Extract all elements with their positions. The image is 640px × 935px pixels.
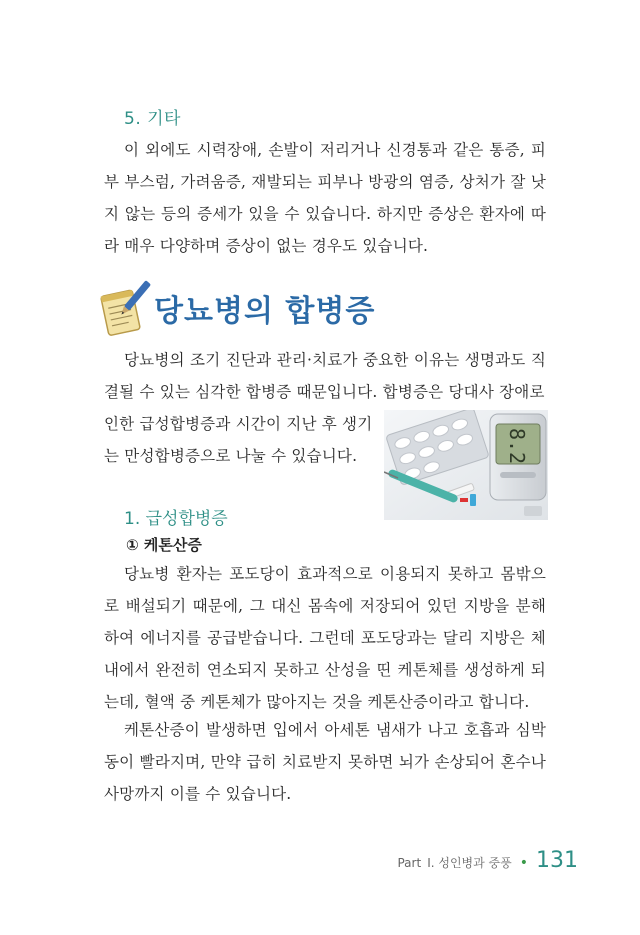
paragraph-ketoacidosis-symptoms: 케톤산증이 발생하면 입에서 아세톤 냄새가 나고 호흡과 심박동이 빨라지며, 만약 급히 치료받지 못하면 뇌가 손상되어 혼수나 사망까지 이를 수 있습니다. [104,721,546,803]
footer-chapter-label: Ⅰ. 성인병과 중풍 [427,856,512,870]
paragraph-ketoacidosis-cause: 당뇨병 환자는 포도당이 효과적으로 이용되지 못하고 몸밖으로 배설되기 때문에, 그 대신 몸속에 저장되어 있던 지방을 분해하여 에너지를 공급받습니다. 그런데 포도당과는 달리 지방은 체내에서 완전히 연소되지 못하고 산성을 띤 케톤체를 생성하게 되는데, 혈액 중 케톤체가 많아지는 것을 케톤산증이라고 합니다. [104,565,546,711]
chapter-title-row [96,278,556,338]
acute-complications-heading: 1. 급성합병증 [124,509,228,529]
paragraph-complications-intro: 당뇨병의 조기 진단과 관리·치료가 중요한 이유는 생명과도 직결될 수 있는 심각한 합병증 때문입니다. 합병증은 당대사 장애로 [104,351,546,401]
footer-bullet: • [519,855,528,871]
page-footer [397,848,578,873]
section-heading-other: 5. 기타 [124,109,181,129]
diabetes-supplies-photo [384,410,548,520]
page-number: 131 [536,848,578,873]
svg-text:8.2: 8.2 [505,427,529,465]
ketoacidosis-heading: ① 케톤산증 [126,536,202,554]
footer-part-label: Part [397,856,422,870]
paragraph-other-symptoms: 이 외에도 시력장애, 손발이 저리거나 신경통과 같은 통증, 피부 부스럼, 가려움증, 재발되는 피부나 방광의 염증, 상처가 잘 낫지 않는 등의 증세가 있을 수 있습니다. 하지만 증상은 환자에 따라 매우 다양하며 증상이 없는 경우도 있습니다. [104,141,546,255]
chapter-title: 당뇨병의 합병증 [154,294,376,329]
notepad-pen-icon [96,278,152,338]
paragraph-complications-intro-cont: 인한 급성합병증과 시간이 지난 후 생기는 만성합병증으로 나눌 수 있습니다. [104,415,373,465]
